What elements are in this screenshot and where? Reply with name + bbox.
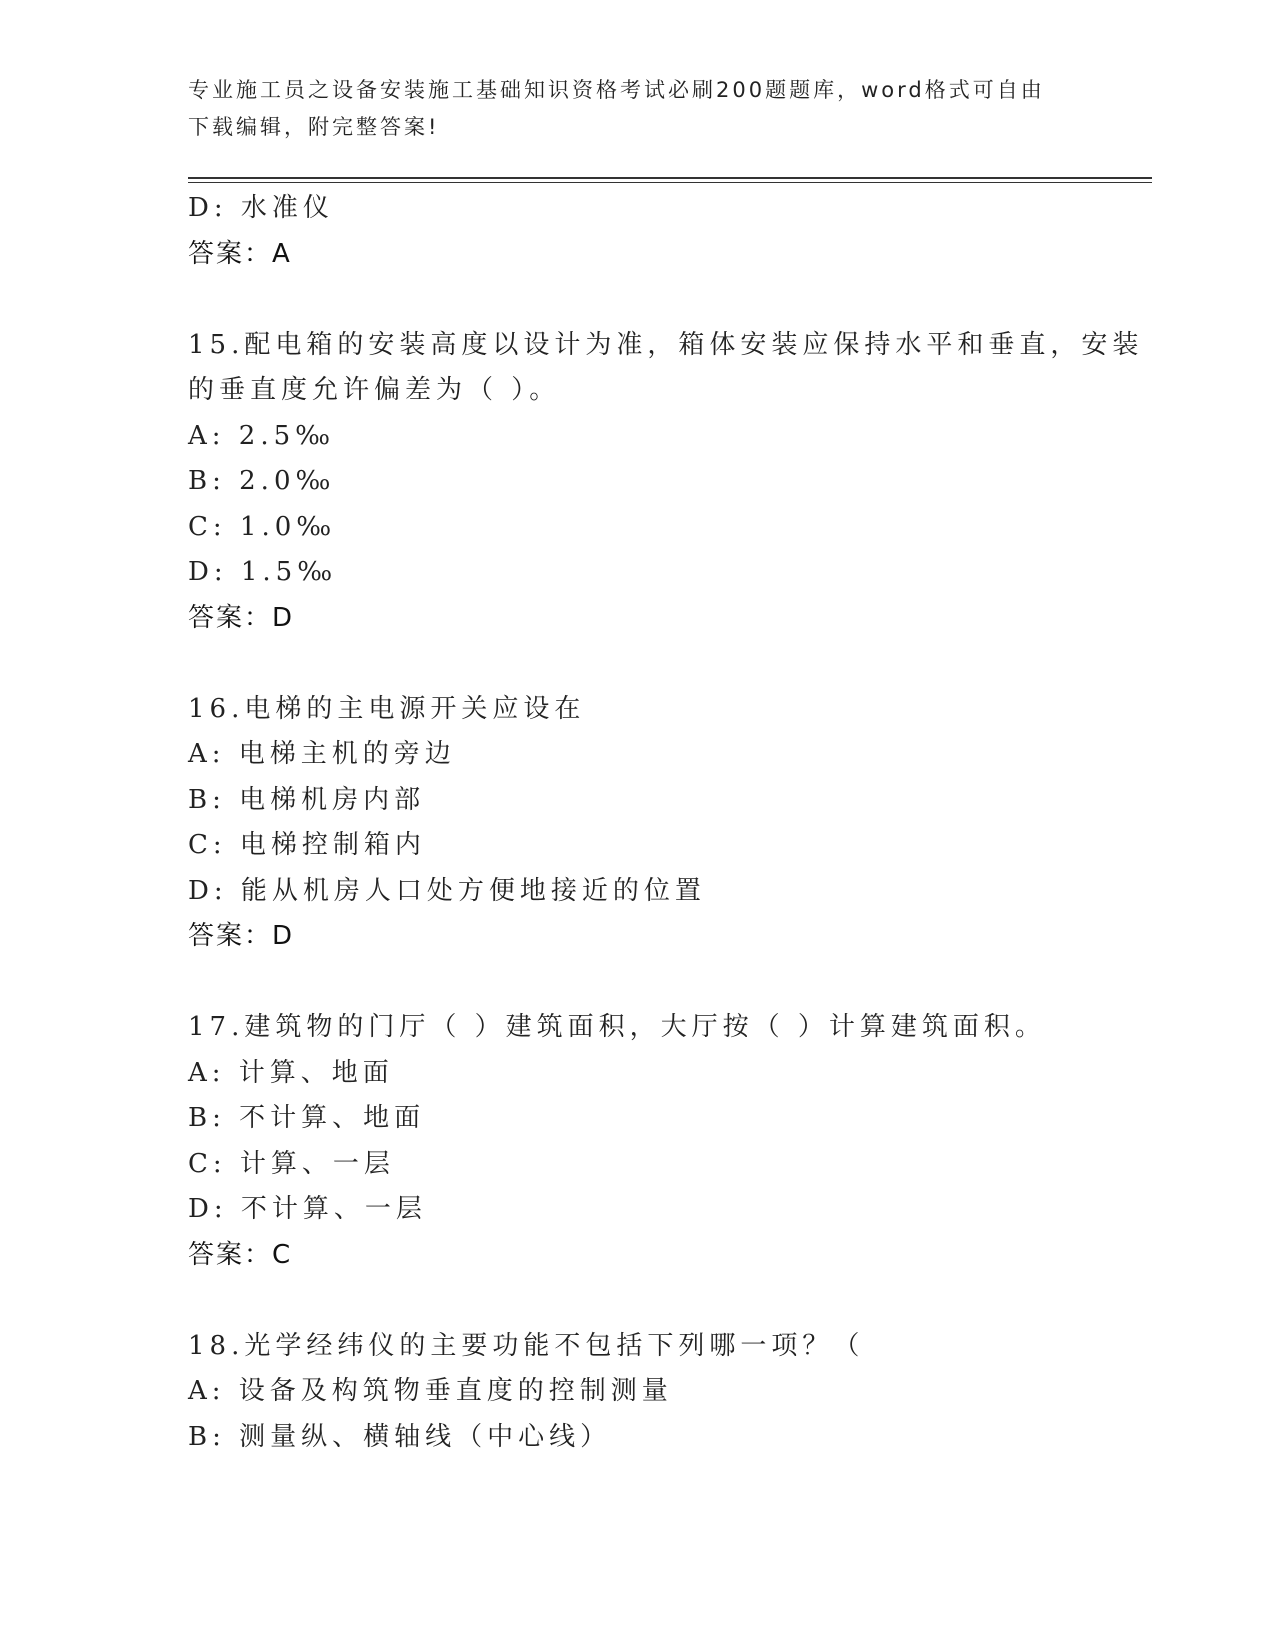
question-stem-line-1: 18.光学经纬仪的主要功能不包括下列哪一项？（ bbox=[188, 1330, 865, 1361]
previous-question-tail bbox=[188, 186, 1108, 277]
question-stem-line-1: 15.配电箱的安装高度以设计为准，箱体安装应保持水平和垂直，安装 bbox=[188, 329, 1144, 360]
question-16 bbox=[188, 687, 1108, 960]
question-stem-line-1: 17.建筑物的门厅（ ）建筑面积，大厅按（ ）计算建筑面积。 bbox=[188, 1012, 1046, 1042]
spacer bbox=[188, 641, 1108, 687]
answer-line: 答案：A bbox=[188, 238, 292, 269]
page-content bbox=[188, 186, 1144, 1460]
spacer bbox=[188, 277, 1108, 323]
option-a: A: 2.5‰ bbox=[188, 420, 336, 451]
option-b: B: 2.0‰ bbox=[188, 466, 336, 496]
option-a: A: 电梯主机的旁边 bbox=[188, 739, 456, 769]
spacer bbox=[188, 1278, 1108, 1324]
option-b: B: 不计算、地面 bbox=[188, 1103, 426, 1133]
option-d: D: 不计算、一层 bbox=[188, 1194, 427, 1224]
option-c: C: 电梯控制箱内 bbox=[188, 830, 426, 860]
header-title-line-1: 专业施工员之设备安装施工基础知识资格考试必刷200题题库，word格式可自由 bbox=[188, 78, 1045, 102]
spacer bbox=[188, 960, 1108, 1006]
question-18 bbox=[188, 1324, 1108, 1461]
header-title-line-2: 下载编辑，附完整答案! bbox=[188, 115, 440, 139]
question-stem-line-2: 的垂直度允许偏差为（ ）。 bbox=[188, 375, 561, 405]
option-c: C: 计算、一层 bbox=[188, 1148, 395, 1179]
option-b: B: 测量纵、横轴线（中心线） bbox=[188, 1421, 612, 1452]
question-17 bbox=[188, 1005, 1108, 1278]
option-d: D: 水准仪 bbox=[188, 193, 334, 223]
document-header bbox=[188, 72, 1088, 146]
question-15 bbox=[188, 323, 1144, 642]
option-c: C: 1.0‰ bbox=[188, 511, 337, 542]
answer-line: 答案：D bbox=[188, 602, 295, 633]
question-stem-line-1: 16.电梯的主电源开关应设在 bbox=[188, 693, 586, 724]
answer-line: 答案：D bbox=[188, 921, 295, 951]
answer-line: 答案：C bbox=[188, 1239, 293, 1270]
option-b: B: 电梯机房内部 bbox=[188, 784, 426, 815]
option-a: A: 设备及构筑物垂直度的控制测量 bbox=[188, 1376, 673, 1406]
option-d: D: 能从机房人口处方便地接近的位置 bbox=[188, 875, 706, 906]
header-divider-thin bbox=[188, 182, 1152, 183]
header-divider-thick bbox=[188, 177, 1152, 179]
option-d: D: 1.5‰ bbox=[188, 557, 338, 587]
option-a: A: 计算、地面 bbox=[188, 1057, 394, 1088]
